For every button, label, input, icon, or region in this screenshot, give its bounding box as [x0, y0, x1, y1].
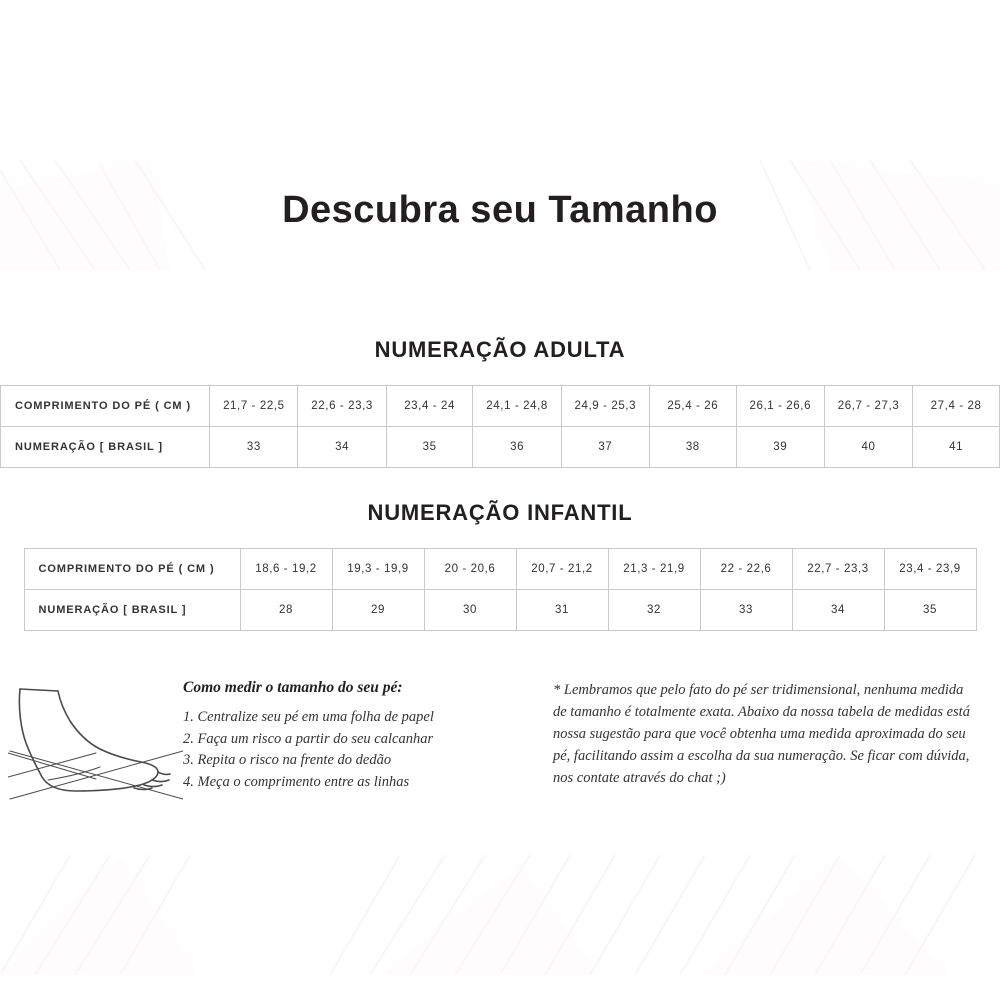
kids-size-cell: 29	[332, 589, 424, 630]
kids-length-cell: 21,3 - 21,9	[608, 548, 700, 589]
foot-measure-illustration	[0, 679, 183, 816]
list-item: 1. Centralize seu pé em uma folha de papel	[183, 708, 434, 725]
adult-length-cell: 24,1 - 24,8	[473, 385, 561, 426]
adult-size-cell: 38	[649, 426, 736, 467]
adult-size-cell: 37	[561, 426, 649, 467]
kids-length-cell: 22,7 - 23,3	[792, 548, 884, 589]
adult-size-cell: 33	[210, 426, 298, 467]
page-title: Descubra seu Tamanho	[282, 189, 718, 231]
kids-row-label-length: COMPRIMENTO DO PÉ ( CM )	[24, 548, 240, 589]
adult-size-table	[0, 385, 1000, 468]
adult-length-cell: 26,1 - 26,6	[736, 385, 824, 426]
adult-size-cell: 35	[386, 426, 473, 467]
adult-row-label-size: NUMERAÇÃO [ BRASIL ]	[1, 426, 210, 467]
adult-length-cell: 25,4 - 26	[649, 385, 736, 426]
list-item: 3. Repita o risco na frente do dedão	[183, 752, 392, 769]
adult-size-cell: 34	[298, 426, 386, 467]
kids-length-cell: 22 - 22,6	[700, 548, 792, 589]
how-to-measure-steps	[183, 707, 553, 794]
kids-size-cell: 30	[424, 589, 516, 630]
kids-length-cell: 20,7 - 21,2	[516, 548, 608, 589]
kids-size-table	[24, 548, 977, 631]
kids-length-cell: 23,4 - 23,9	[884, 548, 976, 589]
adult-length-cell: 21,7 - 22,5	[210, 385, 298, 426]
kids-length-cell: 20 - 20,6	[424, 548, 516, 589]
adult-section-title: NUMERAÇÃO ADULTA	[374, 336, 626, 362]
disclaimer-note: * Lembramos que pelo fato do pé ser tridimensional, nenhuma medida de tamanho é totalmente exata. Abaixo da nossa tabela de medidas está nossa sugestão para que você obtenha uma medida aproximada do seu pé, facilitando assim a escolha da sua numeração. Se ficar com dúvida, nos contate através do chat ;)	[553, 681, 970, 786]
how-to-measure-block	[183, 679, 553, 794]
bottom-instructions-area	[0, 631, 1000, 816]
adult-length-cell: 22,6 - 23,3	[298, 385, 386, 426]
adult-row-label-length: COMPRIMENTO DO PÉ ( CM )	[1, 385, 210, 426]
table-row	[24, 589, 976, 630]
adult-length-cell: 26,7 - 27,3	[824, 385, 912, 426]
foot-icon	[8, 681, 183, 811]
adult-size-cell: 39	[736, 426, 824, 467]
kids-size-cell: 28	[240, 589, 332, 630]
adult-length-cell: 27,4 - 28	[913, 385, 1000, 426]
kids-size-cell: 35	[884, 589, 976, 630]
how-to-measure-heading: Como medir o tamanho do seu pé:	[183, 678, 403, 696]
kids-row-label-size: NUMERAÇÃO [ BRASIL ]	[24, 589, 240, 630]
adult-length-cell: 23,4 - 24	[386, 385, 473, 426]
kids-size-cell: 31	[516, 589, 608, 630]
adult-length-cell: 24,9 - 25,3	[561, 385, 649, 426]
adult-size-cell: 41	[913, 426, 1000, 467]
kids-length-cell: 18,6 - 19,2	[240, 548, 332, 589]
kids-length-cell: 19,3 - 19,9	[332, 548, 424, 589]
kids-size-cell: 32	[608, 589, 700, 630]
table-row	[1, 426, 1000, 467]
kids-section-title: NUMERAÇÃO INFANTIL	[367, 499, 633, 525]
table-row	[1, 385, 1000, 426]
watermark-bottom-decoration	[0, 855, 1000, 975]
list-item: 4. Meça o comprimento entre as linhas	[183, 774, 410, 791]
adult-size-cell: 40	[824, 426, 912, 467]
adult-size-cell: 36	[473, 426, 561, 467]
kids-size-cell: 34	[792, 589, 884, 630]
table-row	[24, 548, 976, 589]
list-item: 2. Faça um risco a partir do seu calcanhar	[183, 730, 434, 747]
kids-size-cell: 33	[700, 589, 792, 630]
